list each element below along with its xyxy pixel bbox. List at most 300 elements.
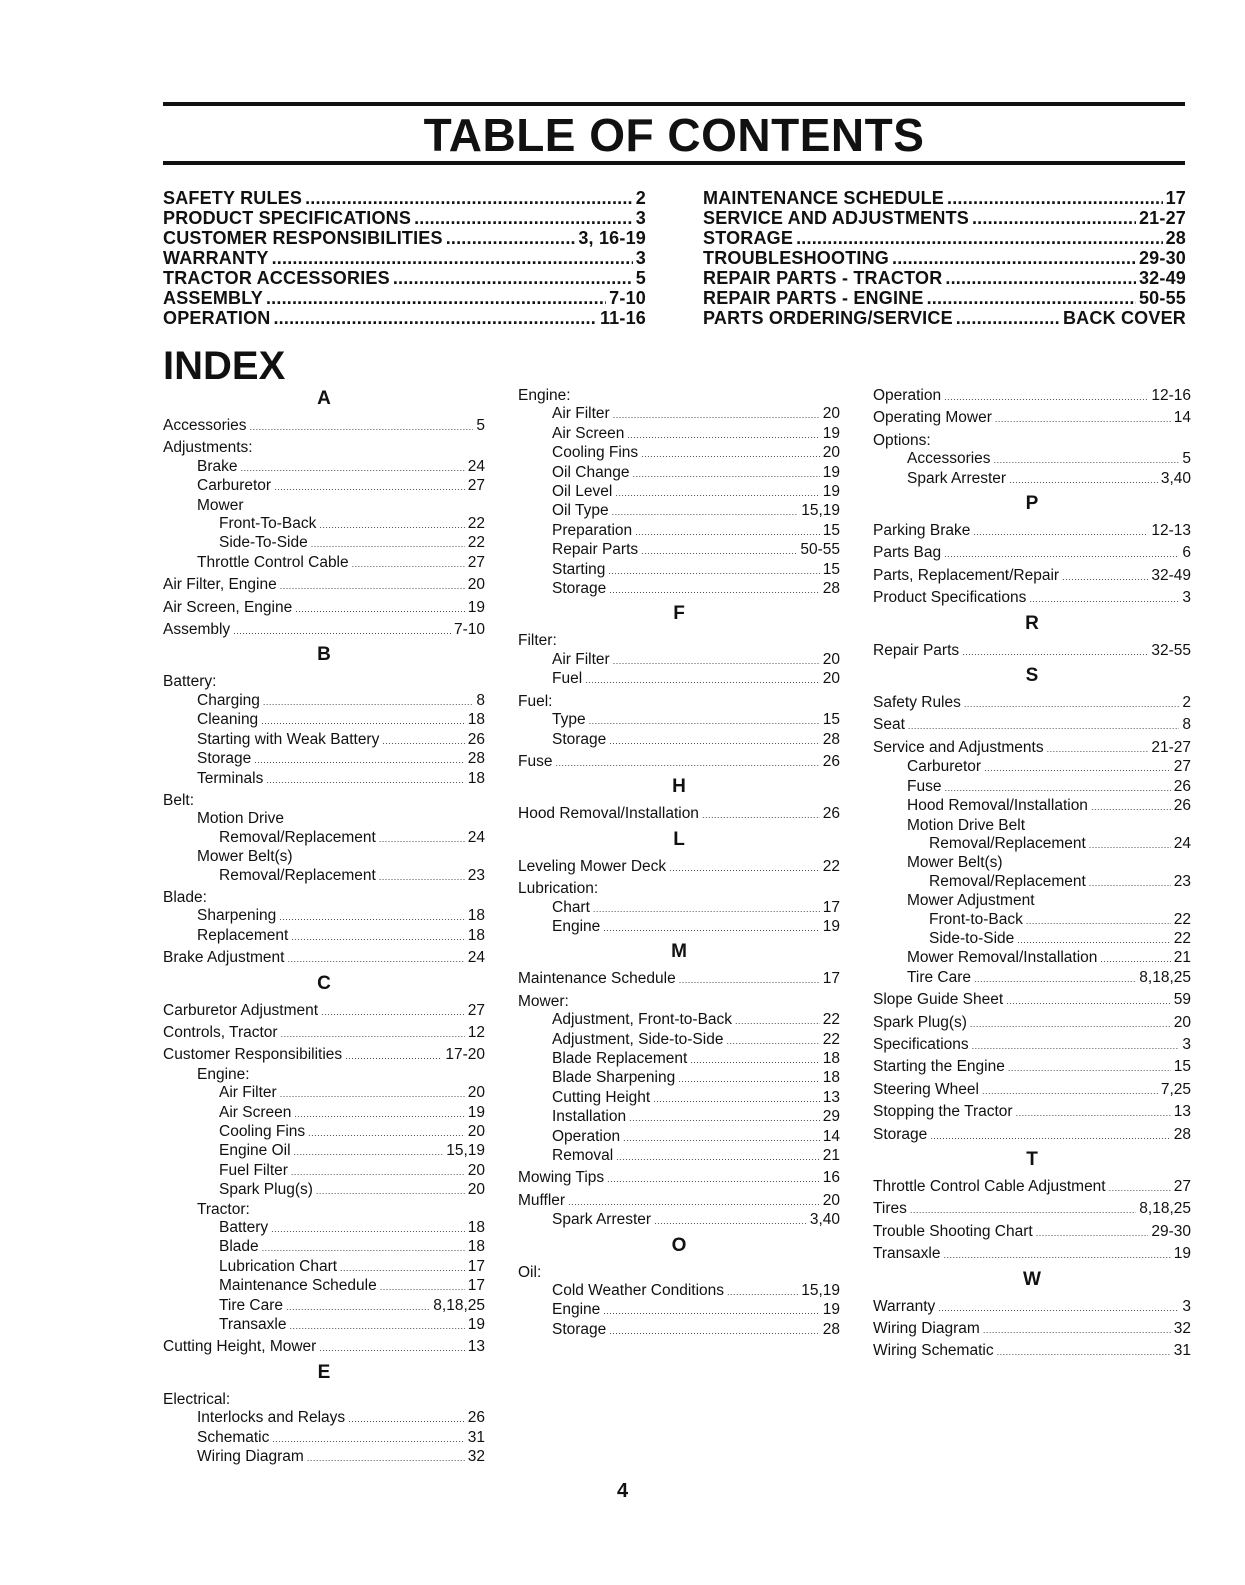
- index-entry-label: Slope Guide Sheet: [873, 991, 1004, 1009]
- index-entry-page: 22: [467, 515, 485, 533]
- toc-entry-page: 50-55: [1138, 288, 1186, 308]
- top-rule: [163, 102, 1185, 106]
- index-entry: [873, 450, 1191, 469]
- index-entry-label: Spark Plug(s): [219, 1181, 313, 1199]
- dot-leader: [287, 950, 464, 968]
- dot-leader: [633, 465, 820, 483]
- index-entry: [163, 829, 485, 848]
- index-entry: [873, 1033, 1191, 1055]
- index-entry: [873, 736, 1191, 758]
- index-entry: [163, 670, 485, 691]
- dot-leader: [908, 717, 1179, 735]
- toc-entry-label: TRACTOR ACCESSORIES: [163, 268, 390, 288]
- toc-entry-page: 7-10: [609, 288, 646, 308]
- index-entry: [163, 1043, 485, 1065]
- index-entry: [518, 541, 840, 560]
- index-entry: [518, 1189, 840, 1211]
- index-entry-page: 20: [822, 1191, 840, 1209]
- index-entry: [163, 1238, 485, 1257]
- index-entry-page: 32: [467, 1448, 485, 1466]
- dot-leader: [307, 1449, 465, 1467]
- index-entry: [163, 618, 485, 640]
- index-entry: [163, 907, 485, 926]
- index-entry: [163, 810, 485, 828]
- index-entry-page: 26: [467, 730, 485, 748]
- dot-leader: [250, 418, 474, 436]
- index-entry: [163, 1258, 485, 1277]
- index-entry-label: Specifications: [873, 1035, 969, 1053]
- toc-entry-label: STORAGE: [703, 228, 794, 248]
- index-entry-label: Leveling Mower Deck: [518, 857, 667, 875]
- index-entry-label: Storage: [552, 580, 607, 598]
- dot-leader: [1009, 471, 1158, 489]
- index-entry-label: Assembly: [163, 621, 231, 639]
- index-entry-page: 15,19: [801, 502, 840, 520]
- index-entry: [518, 502, 840, 521]
- index-entry-page: 24: [467, 949, 485, 967]
- index-entry-label: Throttle Control Cable Adjustment: [873, 1178, 1106, 1195]
- index-entry: [163, 596, 485, 618]
- index-entry: [163, 1066, 485, 1084]
- index-entry-page: 19: [822, 483, 840, 501]
- index-entry-page: 18: [822, 1069, 840, 1087]
- dot-leader: [974, 970, 1136, 988]
- dot-leader: [1017, 931, 1170, 949]
- dot-leader: [983, 1321, 1171, 1339]
- index-entry-label: Preparation: [552, 521, 633, 539]
- dot-leader: [613, 406, 820, 424]
- index-entry-label: Cutting Height, Mower: [163, 1338, 317, 1356]
- dot-leader: [340, 1259, 465, 1277]
- index-entry-page: 6: [1182, 544, 1191, 562]
- toc-entry-label: SERVICE AND ADJUSTMENTS: [703, 208, 969, 228]
- index-entry-page: 20: [467, 1084, 485, 1102]
- index-entry: [518, 1261, 840, 1282]
- dot-leader: [678, 1070, 820, 1088]
- index-entry: [163, 477, 485, 496]
- dot-leader: [982, 1082, 1158, 1100]
- page-title: TABLE OF CONTENTS: [423, 109, 925, 161]
- dot-leader: [593, 900, 820, 918]
- toc-entry-page: 21-27: [1138, 208, 1186, 228]
- index-entry-label: Fuel Filter: [219, 1161, 288, 1179]
- index-entry-label: Motion Drive Belt: [907, 816, 1026, 834]
- index-entry: [518, 967, 840, 989]
- index-entry-label: Blade:: [163, 888, 207, 906]
- index-entry: [873, 384, 1191, 406]
- index-entry-label: Battery:: [163, 673, 217, 691]
- toc-entry-page: 3, 16-19: [578, 228, 646, 248]
- index-entry-label: Starting the Engine: [873, 1058, 1005, 1076]
- dot-leader: [616, 1148, 820, 1166]
- dot-leader: [609, 1322, 819, 1340]
- dot-leader: [641, 445, 820, 463]
- index-entry-page: 24: [467, 457, 485, 475]
- index-entry-page: 15: [822, 560, 840, 578]
- index-entry-page: 14: [822, 1127, 840, 1145]
- index-letter-heading: C: [317, 972, 331, 994]
- index-entry-page: 12-13: [1151, 522, 1191, 540]
- index-entry-label: Storage: [552, 730, 607, 748]
- index-entry-label: Fuse: [518, 752, 553, 770]
- dot-leader: [615, 484, 819, 502]
- index-entry-label: Wiring Diagram: [873, 1320, 980, 1338]
- dot-leader: [995, 410, 1171, 428]
- index-entry-label: Muffler: [518, 1191, 566, 1209]
- index-entry: [163, 1201, 485, 1219]
- toc-entry-label: TROUBLESHOOTING: [703, 248, 889, 268]
- index-entry-label: Air Filter, Engine: [163, 576, 277, 594]
- index-entry-page: 18: [467, 711, 485, 729]
- index-entry-page: 18: [822, 1049, 840, 1067]
- index-entry: [518, 522, 840, 541]
- dot-leader: [1109, 1179, 1171, 1197]
- dot-leader: [266, 288, 606, 308]
- dot-leader: [286, 1298, 430, 1316]
- index-entry-label: Engine: [552, 917, 601, 935]
- index-entry-page: 22: [822, 1030, 840, 1048]
- index-entry-label: Engine:: [518, 387, 571, 404]
- index-entry: [873, 930, 1191, 949]
- index-entry-page: 19: [1173, 1245, 1191, 1263]
- index-entry: [873, 691, 1191, 713]
- index-entry-label: Seat: [873, 716, 905, 734]
- dot-leader: [382, 732, 464, 750]
- dot-leader: [627, 426, 819, 444]
- index-entry-page: 7,25: [1160, 1080, 1191, 1098]
- toc-entry-label: ASSEMBLY: [163, 288, 263, 308]
- dot-leader: [653, 1090, 820, 1108]
- index-entry: [518, 651, 840, 670]
- index-letter-heading: O: [671, 1234, 687, 1256]
- dot-leader: [379, 830, 465, 848]
- index-entry-label: Removal/Replacement: [929, 834, 1086, 852]
- index-entry: [873, 406, 1191, 428]
- dot-leader: [319, 1339, 464, 1357]
- index-entry: [873, 1339, 1191, 1361]
- dot-leader: [254, 751, 464, 769]
- dot-leader: [970, 1015, 1171, 1033]
- index-entry-label: Spark Arrester: [552, 1211, 652, 1229]
- dot-leader: [702, 806, 820, 824]
- toc-entry: [163, 248, 646, 268]
- index-entry: [518, 464, 840, 483]
- index-entry: [518, 690, 840, 711]
- index-entry-page: 32: [1173, 1320, 1191, 1338]
- index-entry-page: 15: [822, 521, 840, 539]
- dot-leader: [892, 248, 1136, 268]
- index-entry: [518, 1301, 840, 1320]
- index-entry-label: Filter:: [518, 632, 557, 650]
- dot-leader: [274, 478, 465, 496]
- index-entry-label: Air Screen: [219, 1103, 292, 1121]
- dot-leader: [271, 1220, 465, 1238]
- index-entry: [518, 405, 840, 424]
- dot-leader: [910, 1201, 1136, 1219]
- toc-entry-label: MAINTENANCE SCHEDULE: [703, 188, 945, 208]
- index-entry: [518, 711, 840, 730]
- index-entry-label: Tire Care: [907, 968, 972, 986]
- index-entry-label: Accessories: [163, 417, 247, 434]
- dot-leader: [947, 188, 1163, 208]
- index-entry-page: 23: [1173, 872, 1191, 890]
- dot-leader: [972, 1037, 1180, 1055]
- toc-entry: [703, 248, 1186, 268]
- index-entry-label: Adjustment, Front-to-Back: [552, 1011, 733, 1029]
- index-entry-label: Side-to-Side: [929, 929, 1015, 947]
- index-entry-label: Wiring Diagram: [197, 1448, 304, 1466]
- index-entry: [518, 670, 840, 689]
- dot-leader: [281, 1025, 465, 1043]
- index-entry: [873, 873, 1191, 892]
- index-entry-page: 8: [476, 691, 485, 709]
- index-entry-page: 3,40: [809, 1211, 840, 1229]
- index-entry: [163, 1021, 485, 1043]
- dot-leader: [305, 188, 633, 208]
- index-entry-label: Schematic: [197, 1428, 270, 1446]
- index-entry: [163, 573, 485, 595]
- index-entry-page: 24: [467, 828, 485, 846]
- index-entry-label: Air Screen: [552, 424, 625, 442]
- index-entry-label: Engine:: [197, 1065, 250, 1083]
- index-letter-heading: S: [1025, 665, 1039, 687]
- index-entry-label: Air Screen, Engine: [163, 598, 293, 616]
- dot-leader: [944, 388, 1148, 406]
- toc-entry-page: BACK COVER: [1062, 308, 1186, 328]
- dot-leader: [279, 908, 464, 926]
- index-entry-page: 20: [1173, 1013, 1191, 1031]
- index-entry: [163, 731, 485, 750]
- index-entry: [163, 534, 485, 553]
- toc-entry-page: 28: [1165, 228, 1186, 248]
- index-letter-heading: M: [671, 941, 687, 963]
- index-entry-label: Hood Removal/Installation: [907, 797, 1088, 815]
- index-entry-page: 5: [476, 417, 485, 434]
- index-entry-label: Removal/Replacement: [219, 828, 376, 846]
- index-entry-label: Carburetor Adjustment: [163, 1001, 319, 1019]
- index-entry-label: Replacement: [197, 926, 289, 944]
- index-entry-page: 29: [822, 1108, 840, 1126]
- dot-leader: [927, 288, 1136, 308]
- dot-leader: [612, 503, 799, 521]
- index-entry-page: 17: [822, 898, 840, 916]
- dot-leader: [1006, 992, 1171, 1010]
- index-entry-label: Lubrication:: [518, 880, 599, 898]
- index-entry: [518, 1128, 840, 1147]
- index-entry: [873, 969, 1191, 988]
- index-entry: [873, 519, 1191, 541]
- toc-entry-page: 32-49: [1138, 268, 1186, 288]
- index-entry-page: 18: [467, 907, 485, 925]
- index-entry: [163, 1104, 485, 1123]
- index-entry-label: Mower Removal/Installation: [907, 949, 1098, 967]
- title-underline-rule: [163, 161, 1185, 165]
- dot-leader: [280, 1085, 465, 1103]
- index-entry: [873, 911, 1191, 930]
- index-entry: [163, 554, 485, 573]
- index-letter-heading: H: [672, 776, 686, 798]
- toc-entry-label: PARTS ORDERING/SERVICE: [703, 308, 953, 328]
- dot-leader: [1008, 1059, 1171, 1077]
- index-entry-page: 16: [822, 1169, 840, 1187]
- index-entry-label: Lubrication Chart: [219, 1257, 338, 1275]
- index-entry-label: Maintenance Schedule: [518, 970, 676, 988]
- index-entry-label: Repair Parts: [873, 641, 960, 659]
- index-entry-label: Charging: [197, 691, 260, 709]
- index-entry-page: 28: [822, 1320, 840, 1338]
- dot-leader: [555, 754, 819, 772]
- index-entry: [873, 1123, 1191, 1145]
- index-entry-label: Blade Replacement: [552, 1049, 688, 1067]
- toc-entry-page: 17: [1165, 188, 1186, 208]
- index-entry: [163, 848, 485, 866]
- index-entry-page: 59: [1173, 991, 1191, 1009]
- index-entry-label: Cooling Fins: [219, 1123, 306, 1140]
- index-entry-label: Installation: [552, 1108, 627, 1126]
- index-entry: [873, 778, 1191, 797]
- index-entry-page: 3: [1182, 589, 1191, 607]
- index-entry-page: 22: [822, 1011, 840, 1029]
- index-entry-page: 23: [467, 866, 485, 884]
- dot-leader: [568, 1193, 820, 1211]
- index-entry-label: Front-To-Back: [219, 515, 317, 533]
- dot-leader: [964, 695, 1179, 713]
- toc-entry: [703, 188, 1186, 208]
- index-entry-label: Carburetor: [907, 758, 982, 776]
- index-entry: [873, 1295, 1191, 1317]
- index-entry-label: Engine: [552, 1301, 601, 1319]
- index-entry-page: 27: [1173, 758, 1191, 776]
- index-entry: [518, 384, 840, 405]
- index-entry-page: 32-49: [1151, 566, 1191, 584]
- index-entry-page: 15,19: [446, 1142, 485, 1160]
- dot-leader: [945, 268, 1136, 288]
- dot-leader: [241, 459, 465, 477]
- dot-leader: [609, 581, 819, 599]
- dot-leader: [654, 1212, 807, 1230]
- index-entry-label: Tire Care: [219, 1296, 284, 1314]
- toc-entry-page: 3: [635, 208, 646, 228]
- index-letter-heading: A: [317, 388, 331, 409]
- dot-leader: [352, 555, 465, 573]
- index-entry-label: Removal: [552, 1147, 614, 1164]
- dot-leader: [589, 712, 820, 730]
- dot-leader: [943, 1246, 1170, 1264]
- toc-entry: [163, 188, 646, 208]
- dot-leader: [311, 535, 465, 553]
- index-entry-page: 17: [467, 1257, 485, 1275]
- dot-leader: [273, 308, 596, 328]
- index-entry-label: Mower: [197, 496, 244, 514]
- index-entry: [873, 541, 1191, 563]
- index-entry: [873, 1078, 1191, 1100]
- index-entry-label: Blade Sharpening: [552, 1069, 676, 1087]
- dot-leader: [1089, 874, 1171, 892]
- index-entry-page: 27: [1173, 1178, 1191, 1195]
- index-entry-page: 17: [467, 1277, 485, 1295]
- index-entry: [163, 414, 485, 436]
- index-entry: [518, 1108, 840, 1127]
- dot-leader: [607, 1170, 820, 1188]
- toc-entry: [703, 208, 1186, 228]
- index-entry-label: Starting: [552, 560, 606, 578]
- index-entry-label: Chart: [552, 898, 590, 916]
- index-entry-label: Spark Arrester: [907, 469, 1007, 487]
- index-entry-page: 31: [467, 1428, 485, 1446]
- dot-leader: [379, 868, 465, 886]
- index-entry-page: 20: [822, 670, 840, 688]
- dot-leader: [348, 1410, 465, 1428]
- toc-entry: [703, 288, 1186, 308]
- toc-entry-page: 29-30: [1138, 248, 1186, 268]
- index-entry: [518, 1011, 840, 1030]
- index-entry-page: 27: [467, 477, 485, 495]
- index-entry-page: 15,19: [801, 1282, 840, 1300]
- index-entry: [873, 564, 1191, 586]
- index-entry: [163, 927, 485, 946]
- dot-leader: [291, 1163, 465, 1181]
- dot-leader: [1062, 568, 1148, 586]
- index-entry-label: Motion Drive: [197, 810, 284, 828]
- index-entry-label: Accessories: [907, 450, 991, 468]
- index-entry-page: 17-20: [445, 1046, 485, 1064]
- index-entry: [163, 750, 485, 769]
- index-entry: [518, 802, 840, 824]
- index-entry-label: Cutting Height: [552, 1088, 651, 1106]
- dot-leader: [446, 228, 576, 248]
- index-entry: [518, 899, 840, 918]
- index-entry-page: 8,18,25: [1139, 968, 1191, 986]
- index-entry-page: 27: [467, 553, 485, 571]
- index-entry: [163, 1181, 485, 1200]
- index-entry-label: Steering Wheel: [873, 1080, 979, 1098]
- index-entry-page: 8,18,25: [1139, 1200, 1191, 1218]
- index-entry-label: Transaxle: [219, 1316, 287, 1334]
- index-entry: [873, 1220, 1191, 1242]
- index-entry-page: 20: [822, 444, 840, 462]
- index-entry-label: Product Specifications: [873, 589, 1027, 607]
- index-entry-label: Operation: [873, 387, 942, 404]
- index-entry-label: Mower Belt(s): [197, 848, 293, 866]
- toc-entry: [703, 308, 1186, 328]
- index-entry: [163, 515, 485, 534]
- index-entry: [518, 918, 840, 937]
- dot-leader: [1089, 836, 1171, 854]
- dot-leader: [319, 516, 464, 534]
- index-entry: [163, 1316, 485, 1335]
- index-entry-page: 26: [1173, 797, 1191, 815]
- index-entry-page: 26: [822, 752, 840, 770]
- dot-leader: [973, 523, 1148, 541]
- index-entry-page: 20: [822, 405, 840, 423]
- index-entry-label: Parts, Replacement/Repair: [873, 566, 1060, 584]
- toc-entry-label: REPAIR PARTS - TRACTOR: [703, 268, 943, 288]
- toc-entry-label: OPERATION: [163, 308, 271, 328]
- dot-leader: [295, 600, 465, 618]
- index-entry-page: 18: [467, 1219, 485, 1237]
- toc-entry: [163, 308, 646, 328]
- index-entry: [873, 892, 1191, 910]
- index-entry-page: 13: [822, 1088, 840, 1106]
- index-entry: [873, 429, 1191, 450]
- index-entry-label: Air Filter: [552, 405, 610, 423]
- index-entry: [873, 1011, 1191, 1033]
- index-entry-page: 14: [1173, 409, 1191, 427]
- dot-leader: [613, 652, 820, 670]
- toc-entry-page: 11-16: [599, 308, 646, 328]
- index-entry: [518, 483, 840, 502]
- index-entry: [518, 444, 840, 463]
